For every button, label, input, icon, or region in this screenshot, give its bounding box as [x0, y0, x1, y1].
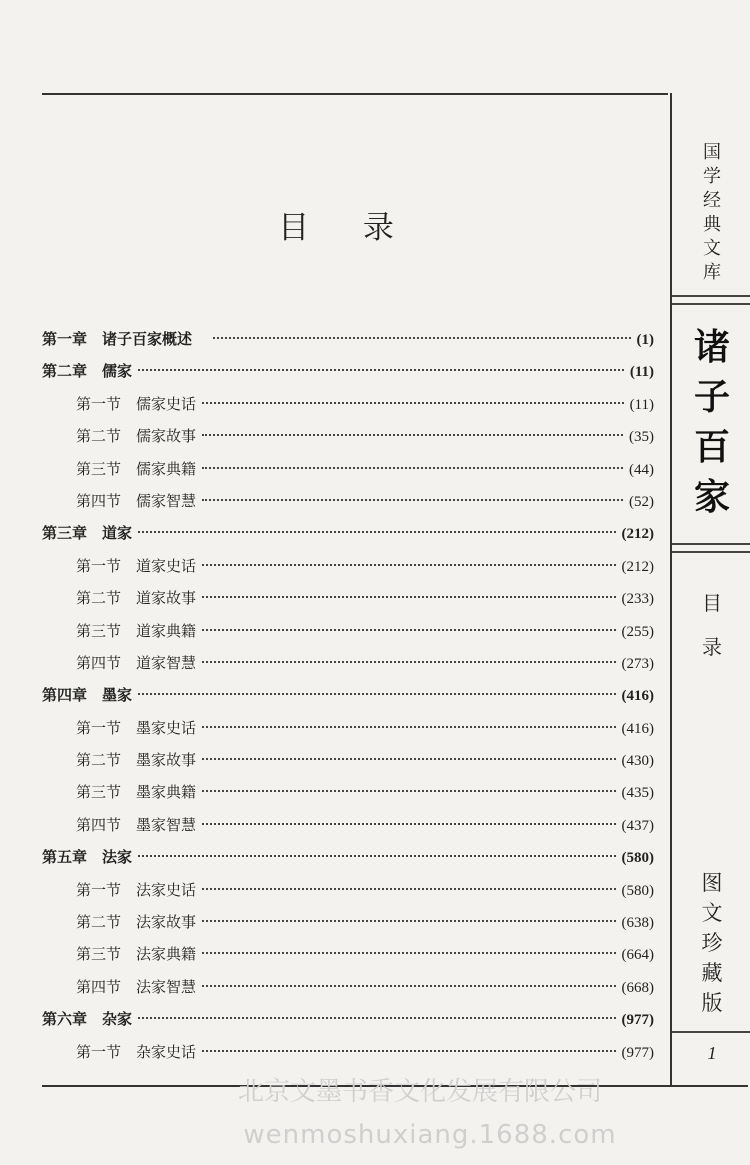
toc-chapter-row: [42, 1003, 654, 1035]
dot-leader: [202, 823, 615, 825]
toc-entry-page: (11): [629, 364, 654, 381]
side-divider: [672, 295, 750, 305]
dot-leader: [138, 369, 624, 371]
watermark-url: wenmoshuxiang.1688.com: [243, 1120, 617, 1150]
side-band: [670, 93, 750, 1087]
toc-entry-label: 第二节 道家故事: [76, 589, 197, 608]
section-char: 录: [702, 635, 722, 659]
series-char: 学: [703, 166, 721, 187]
toc-entry-label: 第四节 墨家智慧: [76, 815, 197, 834]
toc-entry-label: 第一章 诸子百家概述: [42, 330, 208, 348]
toc-entry-page: (1): [636, 332, 654, 348]
dot-leader: [202, 920, 615, 922]
toc-entry-label: 第一节 墨家史话: [76, 718, 197, 737]
section-name: [672, 581, 750, 669]
edition-char: 文: [701, 901, 723, 925]
toc-entry-page: (668): [621, 979, 654, 996]
toc-entry-page: (212): [621, 526, 654, 543]
toc-section-row: [42, 420, 654, 452]
series-char: 国: [703, 142, 721, 163]
watermark-company: 北京文墨书香文化发展有限公司: [237, 1077, 602, 1107]
dot-leader: [202, 726, 615, 728]
toc-list: [42, 323, 654, 1068]
toc-section-row: [42, 388, 654, 420]
toc-entry-label: 第三章 道家: [42, 524, 133, 543]
dot-leader: [213, 337, 630, 339]
toc-entry-page: (977): [621, 1012, 654, 1029]
series-char: 经: [703, 190, 721, 211]
toc-entry-page: (255): [621, 623, 654, 640]
toc-section-row: [42, 1036, 654, 1068]
toc-entry-label: 第一节 儒家史话: [76, 394, 197, 413]
edition-char: 版: [701, 991, 723, 1015]
dot-leader: [202, 564, 615, 566]
toc-entry-label: 第四节 法家智慧: [76, 977, 197, 996]
toc-section-row: [42, 938, 654, 970]
dot-leader: [202, 985, 615, 987]
toc-entry-page: (430): [621, 753, 654, 770]
toc-entry-page: (977): [621, 1044, 654, 1061]
book-title-char: 子: [693, 377, 730, 418]
book-title-char: 家: [693, 477, 730, 518]
toc-section-row: [42, 647, 654, 679]
toc-title: 目 录: [278, 210, 416, 246]
toc-section-row: [42, 550, 654, 582]
toc-entry-page: (416): [621, 720, 654, 737]
section-char: 目: [702, 591, 722, 615]
toc-entry-page: (52): [629, 493, 654, 510]
toc-entry-label: 第六章 杂家: [42, 1010, 133, 1029]
toc-entry-label: 第三节 墨家典籍: [76, 783, 197, 802]
toc-entry-label: 第二节 法家故事: [76, 913, 197, 932]
toc-section-row: [42, 776, 654, 808]
toc-section-row: [42, 582, 654, 614]
edition-char: 图: [701, 871, 723, 895]
dot-leader: [138, 531, 615, 533]
series-char: 文: [703, 238, 721, 259]
toc-entry-label: 第二章 儒家: [42, 362, 133, 381]
toc-entry-page: (44): [629, 461, 654, 478]
toc-entry-label: 第三节 道家典籍: [76, 621, 197, 640]
toc-entry-label: 第三节 法家典籍: [76, 945, 197, 964]
toc-chapter-row: [42, 841, 654, 873]
toc-section-row: [42, 615, 654, 647]
toc-section-row: [42, 712, 654, 744]
toc-entry-label: 第三节 儒家典籍: [76, 459, 197, 478]
dot-leader: [202, 499, 623, 501]
book-title-char: 百: [693, 427, 730, 468]
toc-chapter-row: [42, 517, 654, 549]
toc-entry-page: (416): [621, 688, 654, 705]
series-name: [672, 141, 750, 285]
toc-entry-label: 第四节 道家智慧: [76, 653, 197, 672]
toc-chapter-row: [42, 323, 654, 355]
toc-chapter-row: [42, 355, 654, 387]
dot-leader: [202, 790, 615, 792]
dot-leader: [138, 1017, 615, 1019]
toc-section-row: [42, 906, 654, 938]
dot-leader: [202, 629, 615, 631]
edition-char: 藏: [701, 961, 723, 985]
side-divider: [672, 1031, 750, 1033]
toc-entry-page: (11): [629, 396, 654, 413]
toc-section-row: [42, 874, 654, 906]
toc-entry-page: (233): [621, 591, 654, 608]
dot-leader: [202, 596, 615, 598]
top-rule: [42, 93, 668, 95]
dot-leader: [138, 855, 615, 857]
toc-entry-page: (638): [621, 915, 654, 932]
toc-entry-label: 第五章 法家: [42, 848, 133, 867]
toc-entry-label: 第一节 道家史话: [76, 556, 197, 575]
toc-entry-page: (580): [621, 882, 654, 899]
toc-chapter-row: [42, 679, 654, 711]
dot-leader: [202, 952, 615, 954]
dot-leader: [138, 693, 615, 695]
toc-entry-label: 第二节 儒家故事: [76, 427, 197, 446]
toc-entry-page: (437): [621, 817, 654, 834]
page-number: 1: [707, 1043, 717, 1063]
dot-leader: [202, 1050, 615, 1052]
dot-leader: [202, 434, 623, 436]
dot-leader: [202, 467, 623, 469]
toc-entry-page: (35): [629, 429, 654, 446]
toc-entry-page: (273): [621, 655, 654, 672]
toc-section-row: [42, 744, 654, 776]
toc-entry-label: 第四节 儒家智慧: [76, 491, 197, 510]
toc-entry-label: 第一节 法家史话: [76, 880, 197, 899]
series-char: 库: [703, 262, 721, 283]
dot-leader: [202, 661, 615, 663]
toc-section-row: [42, 453, 654, 485]
edition-name: [672, 868, 750, 1018]
series-char: 典: [703, 214, 721, 235]
toc-section-row: [42, 485, 654, 517]
toc-section-row: [42, 809, 654, 841]
dot-leader: [202, 888, 615, 890]
toc-entry-page: (212): [621, 558, 654, 575]
toc-entry-label: 第二节 墨家故事: [76, 751, 197, 770]
dot-leader: [202, 758, 615, 760]
toc-entry-page: (664): [621, 947, 654, 964]
dot-leader: [202, 402, 624, 404]
book-title-char: 诸: [693, 327, 730, 368]
book-title: [672, 323, 750, 523]
side-divider: [672, 543, 750, 553]
toc-entry-page: (580): [621, 850, 654, 867]
toc-section-row: [42, 971, 654, 1003]
toc-entry-label: 第一节 杂家史话: [76, 1042, 197, 1061]
toc-entry-page: (435): [621, 785, 654, 802]
toc-entry-label: 第四章 墨家: [42, 686, 133, 705]
edition-char: 珍: [701, 931, 723, 955]
